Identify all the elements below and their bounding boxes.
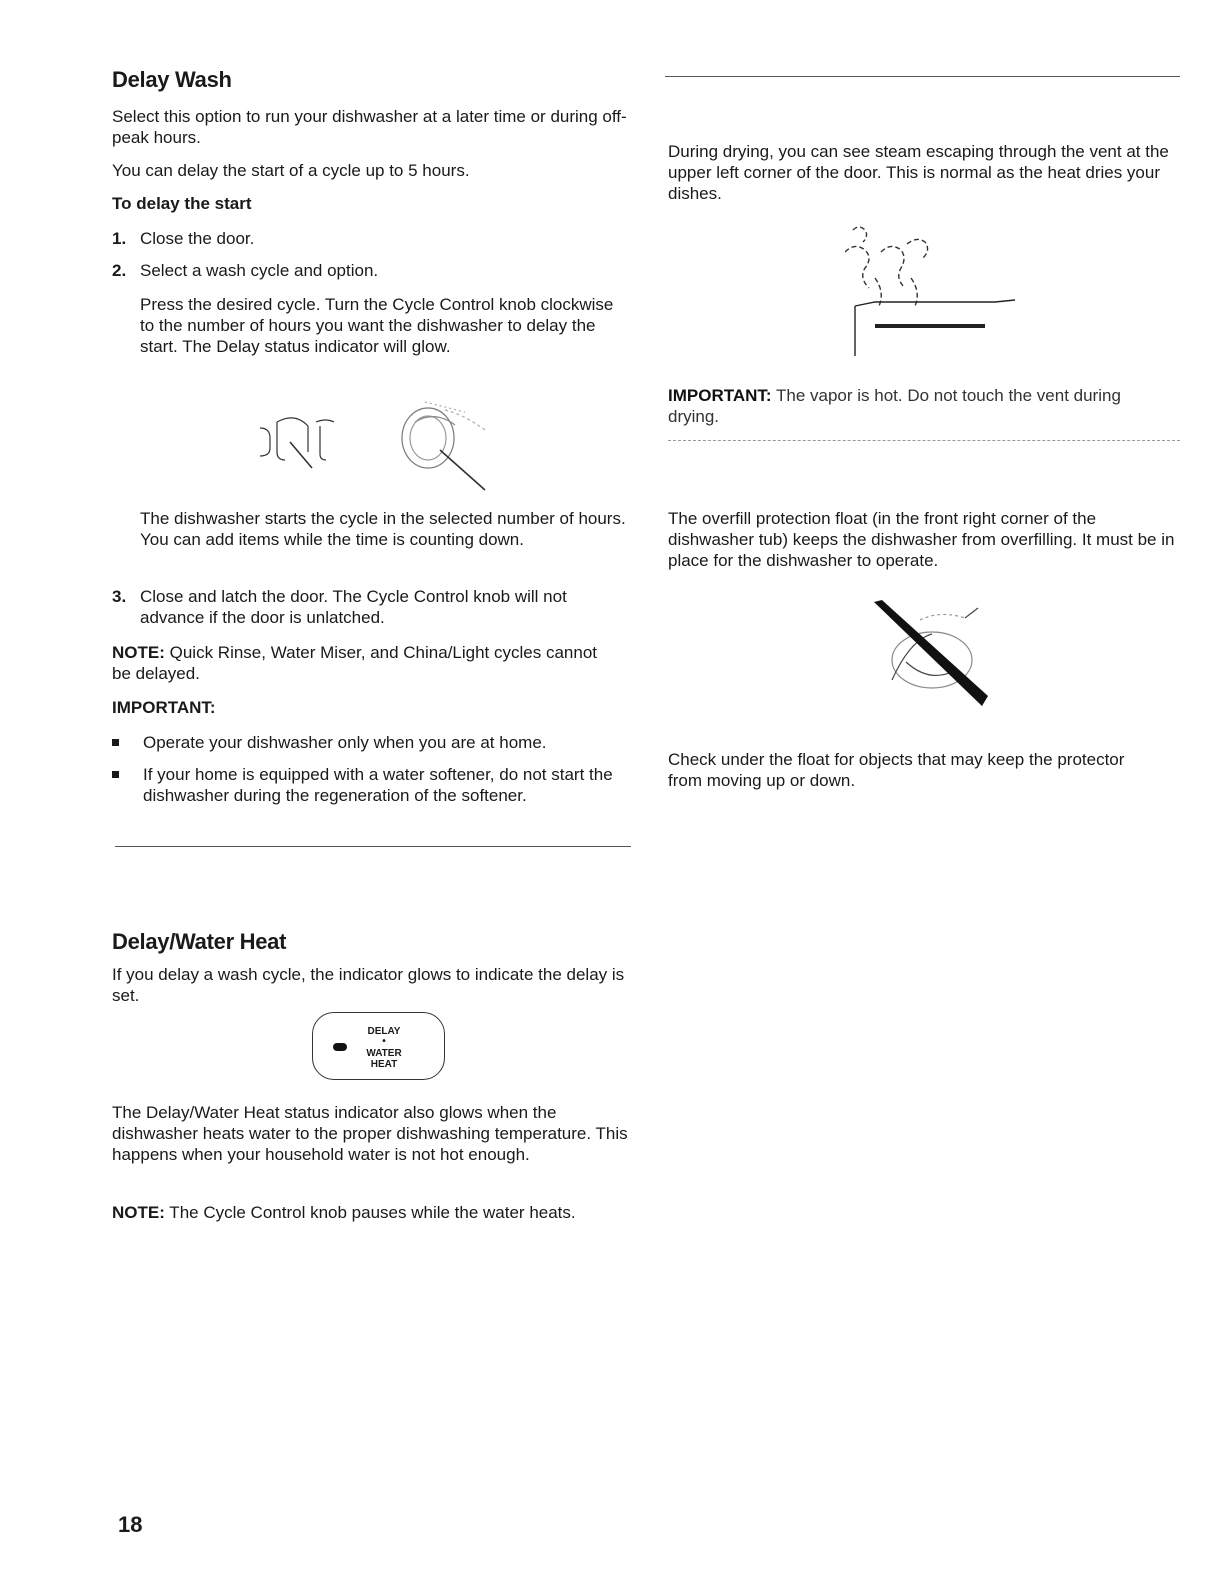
- important-text: The vapor is hot. Do not touch the vent during drying.: [668, 386, 1121, 426]
- delay-start-subheading: To delay the start: [112, 194, 252, 213]
- right-divider: [668, 440, 1180, 441]
- delay-wash-intro: Select this option to run your dishwasher at a later time or during off-peak hours.: [112, 107, 627, 147]
- step-2-number: 2.: [112, 261, 127, 280]
- delay-water-heat-indicator: [312, 1012, 445, 1080]
- delay-wash-limit: You can delay the start of a cycle up to 5 hours.: [112, 161, 470, 180]
- cycle-knob-illustration: [250, 390, 500, 495]
- bullet-item-2: [112, 764, 632, 830]
- section-divider: [115, 846, 631, 847]
- top-right-divider: [665, 76, 1180, 77]
- step-1-number: 1.: [112, 229, 127, 248]
- bullet-icon: [112, 739, 119, 746]
- drying-text: During drying, you can see steam escaping through the vent at the upper left corner of the door. This is normal as the heat dries your dishes.: [668, 142, 1169, 203]
- indicator-label-delay: DELAY: [367, 1026, 401, 1037]
- step-1: [112, 228, 632, 250]
- note-label: NOTE:: [112, 1203, 165, 1222]
- indicator-label-water: WATER: [366, 1048, 402, 1059]
- right-important: [668, 385, 1168, 427]
- section-title-delay-wash: Delay Wash: [112, 67, 232, 92]
- delay-water-heat-para: The Delay/Water Heat status indicator also glows when the dishwasher heats water to the proper dishwashing temperature. This happens when your household water is not hot enough.: [112, 1103, 628, 1164]
- indicator-dot: •: [382, 1036, 386, 1047]
- delay-water-heat-note: [112, 1202, 617, 1223]
- important-label: IMPORTANT:: [112, 698, 216, 717]
- indicator-light-icon: [333, 1043, 347, 1051]
- after-knob-text: The dishwasher starts the cycle in the selected number of hours. You can add items while the time is counting down.: [140, 509, 626, 549]
- delay-water-heat-intro: If you delay a wash cycle, the indicator glows to indicate the delay is set.: [112, 965, 625, 1005]
- overfill-float-illustration: [870, 600, 995, 715]
- important-label: IMPORTANT:: [668, 386, 772, 405]
- indicator-label-heat: HEAT: [370, 1059, 398, 1070]
- note-label: NOTE:: [112, 643, 165, 662]
- page-number: 18: [118, 1512, 143, 1537]
- note-text: Quick Rinse, Water Miser, and China/Light cycles cannot be delayed.: [112, 643, 598, 683]
- step-3: [112, 586, 632, 630]
- overfill-text: The overfill protection float (in the front right corner of the dishwasher tub) keeps the dishwasher from overfilling. It must be in place for the dishwasher to operate.: [668, 509, 1175, 570]
- section-title-delay-water-heat: Delay/Water Heat: [112, 929, 287, 954]
- steam-vent-illustration: [845, 222, 1025, 357]
- step-3-text: Close and latch the door. The Cycle Control knob will not advance if the door is unlatched.: [140, 587, 567, 627]
- step-1-text: Close the door.: [140, 229, 255, 248]
- step-2-text: Select a wash cycle and option.: [140, 261, 379, 280]
- bullet-1-text: Operate your dishwasher only when you are at home.: [143, 733, 547, 752]
- bullet-2-text: If your home is equipped with a water softener, do not start the dishwasher during the regeneration of the softener.: [143, 765, 613, 805]
- step-2-detail: Press the desired cycle. Turn the Cycle Control knob clockwise to the number of hours you want the dishwasher to delay the start. The Delay status indicator will glow.: [140, 295, 614, 356]
- bullet-icon: [112, 771, 119, 778]
- step-3-number: 3.: [112, 587, 127, 606]
- check-float-text: Check under the float for objects that may keep the protector from moving up or down.: [668, 750, 1125, 790]
- bullet-item-1: [112, 732, 632, 754]
- note-text: The Cycle Control knob pauses while the water heats.: [164, 1203, 576, 1222]
- step-2: [112, 260, 632, 282]
- delay-note: [112, 642, 617, 684]
